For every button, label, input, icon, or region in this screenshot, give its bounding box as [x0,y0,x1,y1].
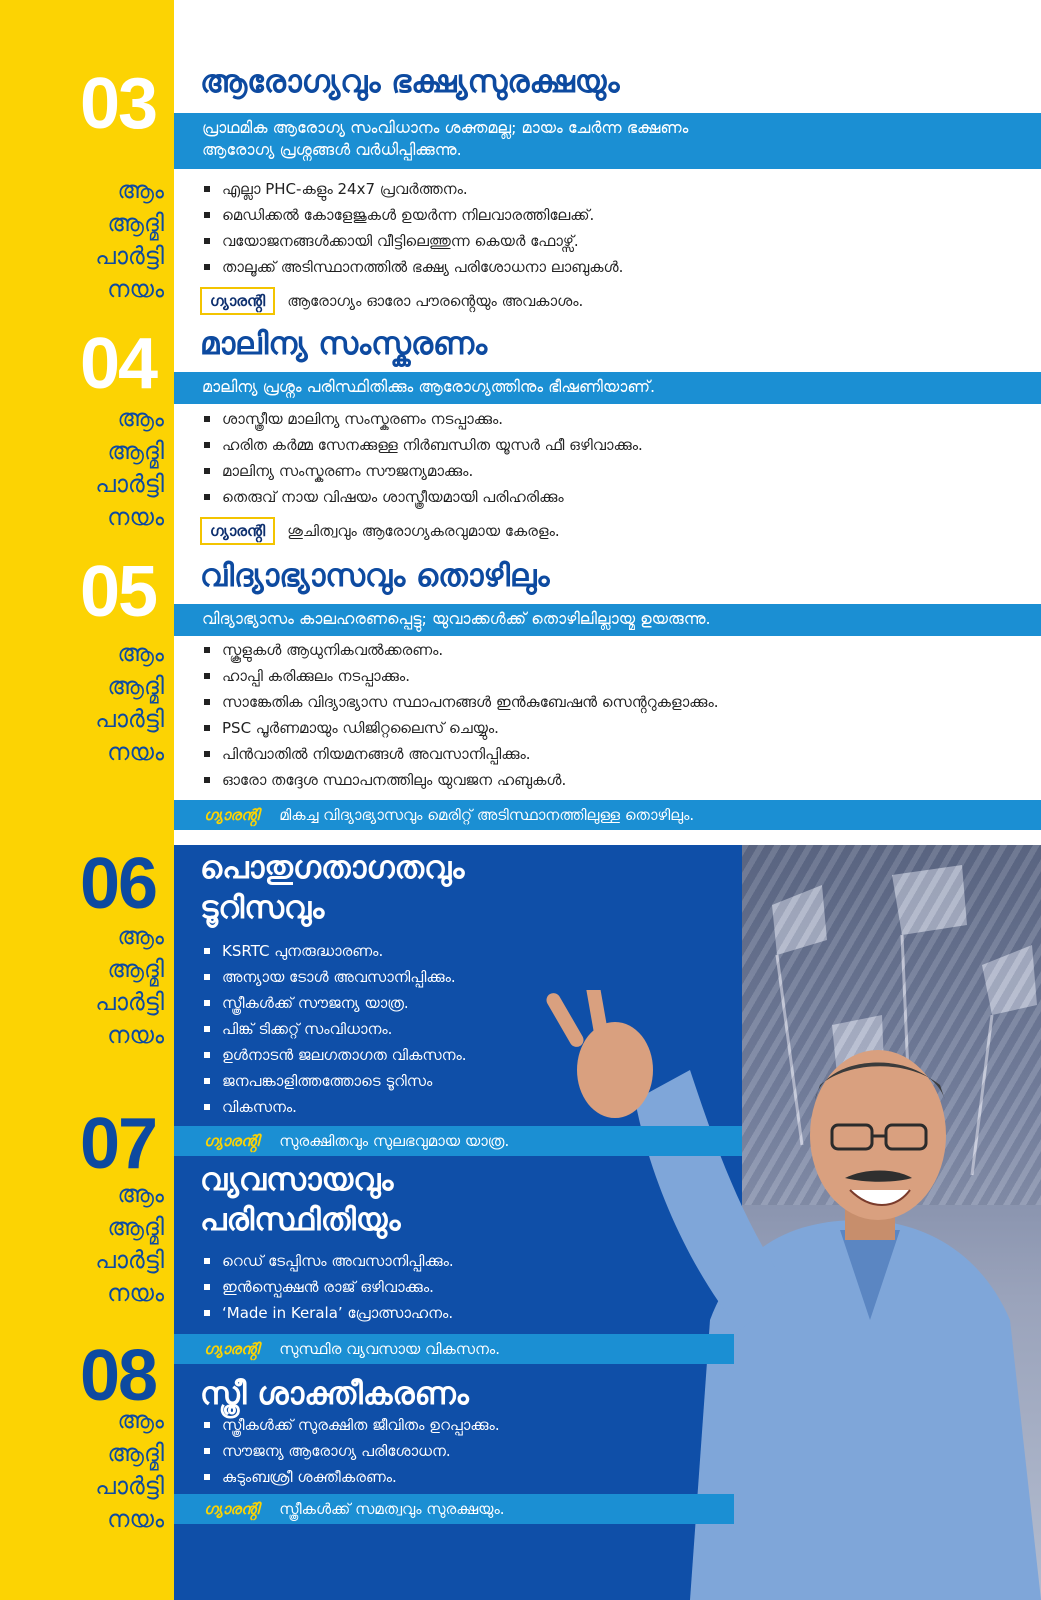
section-title-06 [200,848,464,928]
guarantee-text: സ്ത്രീകൾക്ക് സമത്വവും സുരക്ഷയും. [279,1500,505,1518]
section-number-03: 03 [79,64,157,144]
list-item: ശാസ്ത്രീയ മാലിന്യ സംസ്കരണം നടപ്പാക്കും. [204,406,643,432]
caption-line: പാർട്ടി [95,1246,164,1274]
caption-line: ആം [117,176,164,204]
section-number-07: 07 [79,1104,157,1184]
guarantee-row-07 [174,1334,734,1364]
section-caption-05 [60,637,164,769]
caption-line: ആം [117,404,164,432]
section-subtitle-05 [174,604,1041,636]
caption-line: നയം [107,1279,164,1307]
caption-line: പാർട്ടി [95,470,164,498]
title-line: ടൂറിസവും [200,890,325,926]
guarantee-text: ആരോഗ്യം ഓരോ പൗരൻ്റെയും അവകാശം. [287,292,584,310]
list-item: വയോജനങ്ങൾക്കായി വീട്ടിലെത്തുന്ന കെയർ ഫോഴ്സ്. [204,228,623,254]
guarantee-row-08 [174,1494,734,1524]
bullet-list-06 [204,938,467,1120]
guarantee-row-05 [174,800,1041,830]
list-item: സ്ത്രീകൾക്ക് സുരക്ഷിത ജീവിതം ഉറപ്പാക്കും. [204,1412,500,1438]
caption-line: നയം [107,275,164,303]
title-line: പരിസ്ഥിതിയും [200,1202,401,1238]
section-number-05: 05 [79,552,157,632]
caption-line: പാർട്ടി [95,988,164,1016]
caption-line: നയം [107,503,164,531]
caption-line: പാർട്ടി [95,242,164,270]
bullet-list-07 [204,1248,454,1326]
section-title-08: സ്ത്രീ ശാക്തീകരണം [200,1376,469,1412]
subtitle-line: വിദ്യാഭ്യാസം കാലഹരണപ്പെട്ടു; യുവാക്കൾക്ക് തൊഴിലില്ലായ്മ ഉയരുന്നു. [202,609,711,628]
list-item: അന്യായ ടോൾ അവസാനിപ്പിക്കും. [204,964,467,990]
caption-line: ആം [117,1406,164,1434]
section-subtitle-04 [174,372,1041,404]
list-item: കുടുംബശ്രീ ശക്തീകരണം. [204,1464,500,1490]
caption-line: ആദ്മി [107,672,164,700]
section-number-08: 08 [79,1336,157,1416]
subtitle-line: മാലിന്യ പ്രശ്നം പരിസ്ഥിതിക്കും ആരോഗ്യത്തിനും ഭീഷണിയാണ്. [202,377,656,396]
list-item: എല്ലാ PHC-കളും 24x7 പ്രവർത്തനം. [204,176,623,202]
section-caption-07 [60,1178,164,1310]
list-item: മാലിന്യ സംസ്കരണം സൗജന്യമാക്കും. [204,458,643,484]
guarantee-badge: ഗ്യാരൻ്റി [204,806,260,824]
list-item: പിൻവാതിൽ നിയമനങ്ങൾ അവസാനിപ്പിക്കും. [204,741,719,767]
caption-line: നയം [107,1505,164,1533]
bullet-list-08 [204,1412,500,1490]
section-caption-08 [60,1404,164,1536]
list-item: ജനപങ്കാളിത്തത്തോടെ ടൂറിസം [204,1068,467,1094]
section-title-03: ആരോഗ്യവും ഭക്ഷ്യസുരക്ഷയും [200,64,620,100]
caption-line: പാർട്ടി [95,705,164,733]
section-title-05: വിദ്യാഭ്യാസവും തൊഴിലും [200,558,550,594]
title-line: വ്യവസായവും [200,1162,394,1198]
list-item: സ്ത്രീകൾക്ക് സൗജന്യ യാത്ര. [204,990,467,1016]
list-item: തെരുവ് നായ വിഷയം ശാസ്ത്രീയമായി പരിഹരിക്കും [204,484,643,510]
title-line: പൊതുഗതാഗതവും [200,850,465,886]
section-caption-06 [60,920,164,1052]
list-item: ഓരോ തദ്ദേശ സ്ഥാപനത്തിലും യുവജന ഹബുകൾ. [204,767,719,793]
caption-line: ആദ്മി [107,955,164,983]
guarantee-row-04 [200,517,560,545]
caption-line: പാർട്ടി [95,1472,164,1500]
subtitle-line: ആരോഗ്യ പ്രശ്നങ്ങൾ വർധിപ്പിക്കുന്നു. [202,140,462,159]
guarantee-text: സുരക്ഷിതവും സുലഭവുമായ യാത്ര. [279,1132,510,1150]
caption-line: ആദ്മി [107,1213,164,1241]
guarantee-badge: ഗ്യാരൻ്റി [200,517,275,545]
guarantee-badge: ഗ്യാരൻ്റി [204,1340,260,1358]
caption-line: ആദ്മി [107,209,164,237]
section-title-07 [200,1160,400,1240]
list-item: റെഡ് ടേപ്പിസം അവസാനിപ്പിക്കും. [204,1248,454,1274]
list-item: PSC പൂർണമായും ഡിജിറ്റലൈസ് ചെയ്യും. [204,715,719,741]
list-item: വികസനം. [204,1094,467,1120]
caption-line: നയം [107,738,164,766]
caption-line: നയം [107,1021,164,1049]
caption-line: ആം [117,1180,164,1208]
caption-line: ആം [117,639,164,667]
guarantee-row-06 [174,1126,742,1156]
bullet-list-03 [204,176,623,280]
bullet-list-05 [204,637,719,793]
list-item: സൗജന്യ ആരോഗ്യ പരിശോധന. [204,1438,500,1464]
guarantee-badge: ഗ്യാരൻ്റി [200,287,275,315]
list-item: മെഡിക്കൽ കോളേജുകൾ ഉയർന്ന നിലവാരത്തിലേക്ക്. [204,202,623,228]
section-title-04: മാലിന്യ സംസ്കരണം [200,326,488,362]
section-caption-04 [60,402,164,534]
guarantee-badge: ഗ്യാരൻ്റി [204,1132,260,1150]
guarantee-text: സുസ്ഥിര വ്യവസായ വികസനം. [279,1340,500,1358]
list-item: ഹരിത കർമ്മ സേനക്കുള്ള നിർബന്ധിത യൂസർ ഫീ ഒഴിവാക്കും. [204,432,643,458]
list-item: ‘Made in Kerala’ പ്രോത്സാഹനം. [204,1300,454,1326]
list-item: ഉൾനാടൻ ജലഗതാഗത വികസനം. [204,1042,467,1068]
section-number-06: 06 [79,844,157,924]
section-number-04: 04 [79,324,157,404]
guarantee-badge: ഗ്യാരൻ്റി [204,1500,260,1518]
list-item: ഹാപ്പി കരിക്കുലം നടപ്പാക്കും. [204,663,719,689]
section-caption-03 [60,174,164,306]
caption-line: ആദ്മി [107,437,164,465]
section-subtitle-03 [174,113,1041,169]
list-item: സാങ്കേതിക വിദ്യാഭ്യാസ സ്ഥാപനങ്ങൾ ഇൻകുബേഷൻ സെൻ്ററുകളാക്കും. [204,689,719,715]
list-item: താലൂക്ക് അടിസ്ഥാനത്തിൽ ഭക്ഷ്യ പരിശോധനാ ലാബുകൾ. [204,254,623,280]
caption-line: ആദ്മി [107,1439,164,1467]
bullet-list-04 [204,406,643,510]
list-item: ഇൻസ്പെക്ഷൻ രാജ് ഒഴിവാക്കും. [204,1274,454,1300]
guarantee-text: ശുചിത്വവും ആരോഗ്യകരവുമായ കേരളം. [287,522,560,540]
list-item: പിങ്ക് ടിക്കറ്റ് സംവിധാനം. [204,1016,467,1042]
guarantee-row-03 [200,287,583,315]
list-item: KSRTC പുനരുദ്ധാരണം. [204,938,467,964]
guarantee-text: മികച്ച വിദ്യാഭ്യാസവും മെരിറ്റ് അടിസ്ഥാനത്തിലുള്ള തൊഴിലും. [279,806,695,824]
subtitle-line: പ്രാഥമിക ആരോഗ്യ സംവിധാനം ശക്തമല്ല; മായം ചേർന്ന ഭക്ഷണം [202,118,689,137]
caption-line: ആം [117,922,164,950]
list-item: സ്കൂളുകൾ ആധുനികവൽക്കരണം. [204,637,719,663]
